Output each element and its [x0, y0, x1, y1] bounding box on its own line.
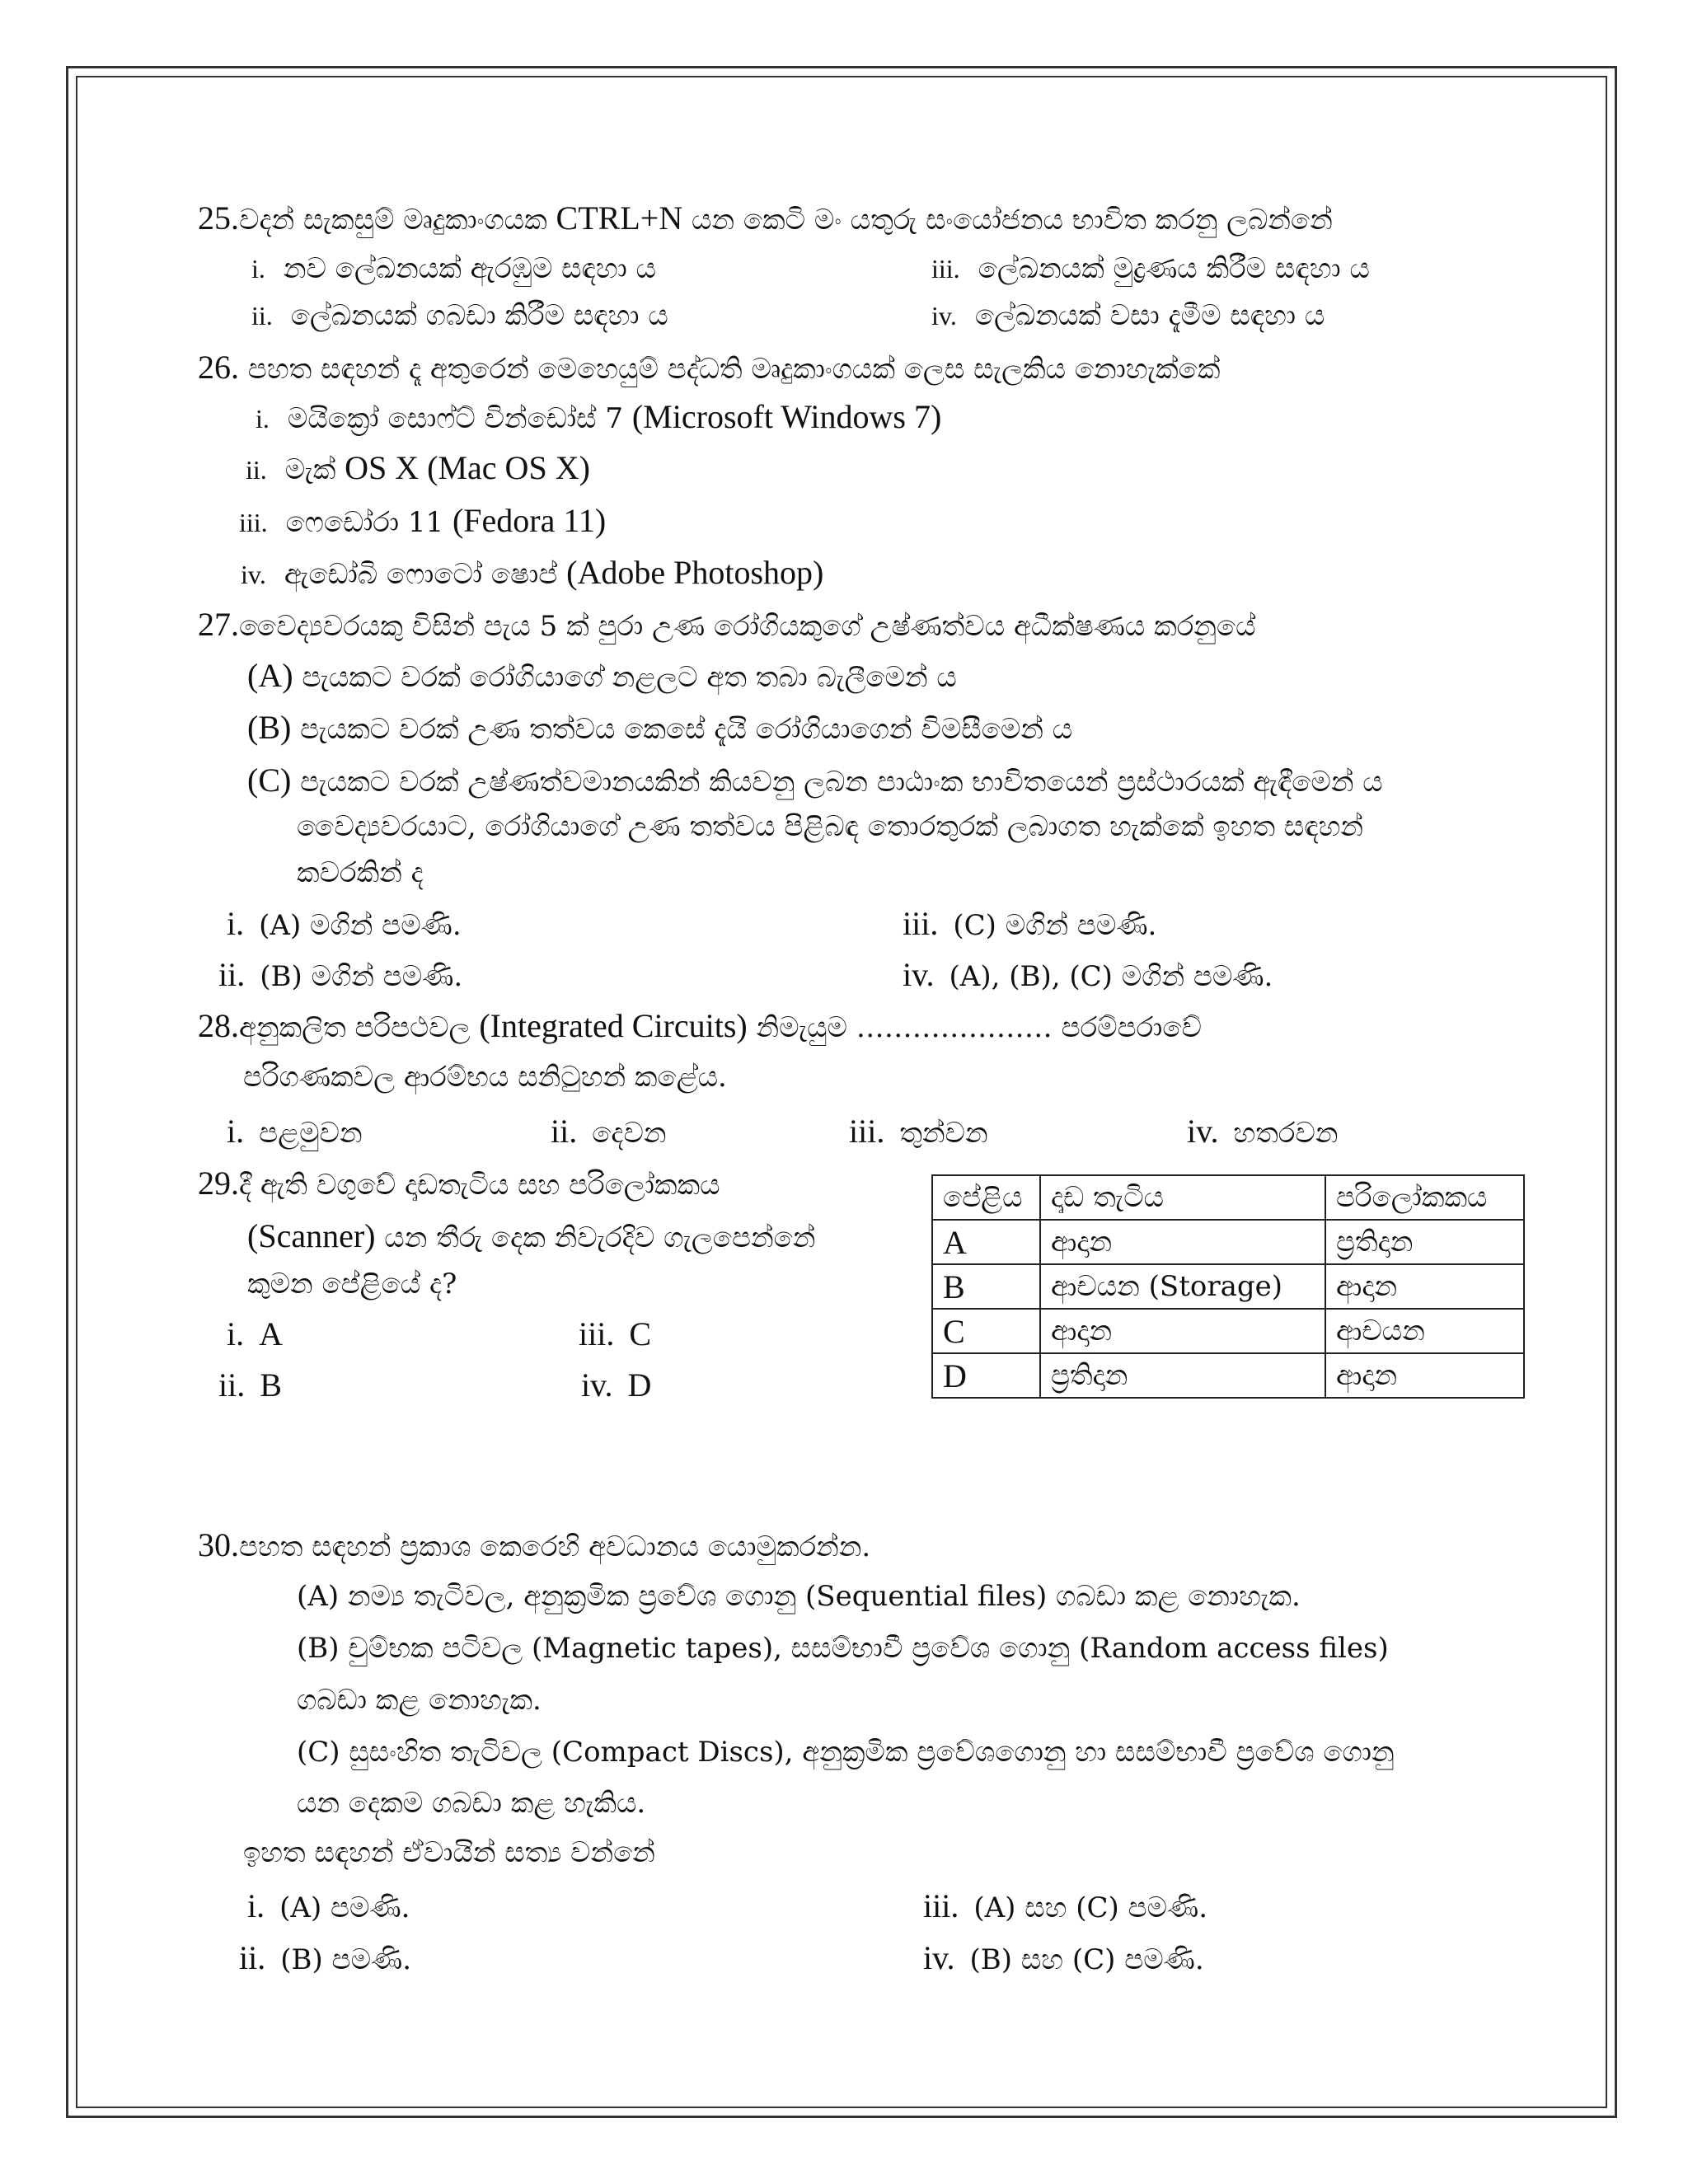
q28-stem-line2: පරිගණකවල ආරම්භය සනිටුහන් කළේය.	[243, 1061, 727, 1094]
q28-option-ii	[551, 1113, 667, 1152]
statement-text: පැයකට වරක් උණ තත්වය කෙසේ දැයි රෝගියාගෙන් විමසීමෙන් ය	[291, 713, 1073, 746]
option-text: තුන්වන	[899, 1117, 988, 1150]
table-cell: B	[932, 1264, 1040, 1309]
stem-text-en: (Integrated Circuits)	[479, 1007, 748, 1044]
option-number: iii.	[923, 1887, 959, 1924]
question-26-stem	[198, 349, 1220, 388]
q27-option-ii	[218, 956, 462, 996]
q25-option-ii	[251, 297, 668, 335]
option-number: ii.	[218, 1366, 246, 1404]
q30-statement-c-line2: යන දෙකම ගබඩා කළ හැකිය.	[297, 1787, 646, 1820]
q30-statement-c-line1: (C) සුසංහිත තැටිවල (Compact Discs), අනුක්‍රමික ප්‍රවේශගොනු හා සසම්භාවී ප්‍රවේශ ගොනු	[297, 1736, 1395, 1769]
q27-statement-a	[247, 657, 957, 696]
option-text: C	[629, 1315, 652, 1352]
option-number: i.	[251, 254, 265, 284]
q29-option-iv	[581, 1366, 651, 1406]
table-cell: C	[932, 1309, 1040, 1353]
option-number: ii.	[251, 301, 273, 330]
q28-option-iv	[1187, 1113, 1338, 1152]
stem-text: අනුකලිත පරිපථවල	[239, 1011, 480, 1044]
option-text: දෙවන	[592, 1117, 667, 1150]
table-row	[932, 1264, 1524, 1309]
option-number: iii.	[903, 905, 939, 942]
q28-option-i	[227, 1113, 363, 1152]
option-number: i.	[227, 905, 245, 942]
shortcut-keys: CTRL+N	[556, 199, 683, 237]
table-cell: ආදාන	[1325, 1264, 1524, 1309]
q30-question: ඉහත සඳහන් ඒවායින් සත්‍ය වන්නේ	[243, 1836, 655, 1869]
option-text: ලේඛනයක් වසා දැමීම සඳහා ය	[974, 299, 1325, 332]
option-number: iv.	[931, 301, 957, 330]
q26-option-i	[256, 398, 941, 438]
q29-table	[931, 1174, 1525, 1399]
option-text: මයික්‍රෝ සොෆ්ට් වින්ඩෝස් 7	[287, 402, 632, 435]
option-number: iii.	[579, 1315, 615, 1352]
q30-statement-b-line2: ගබඩා කළ නොහැක.	[297, 1684, 542, 1717]
stem-text: දී ඇති වගුවේ දෘඩතැටිය සහ පරිලෝකකය	[239, 1169, 720, 1202]
option-number: iii.	[849, 1113, 885, 1150]
option-number: iv.	[241, 560, 266, 589]
option-text: (A), (B), (C) මගින් පමණි.	[949, 960, 1273, 993]
table-cell: ආදාන	[1040, 1220, 1325, 1264]
option-text: D	[627, 1366, 652, 1404]
option-number: ii.	[239, 1939, 266, 1976]
option-text: A	[259, 1315, 284, 1352]
q25-option-i	[251, 250, 656, 288]
stem-text-en: (Scanner)	[247, 1217, 376, 1254]
q30-option-iv	[923, 1939, 1204, 1979]
option-number: i.	[227, 1113, 245, 1150]
q27-statement-b	[247, 709, 1072, 748]
table-cell: A	[932, 1220, 1040, 1264]
table-cell: ආදාන	[1040, 1309, 1325, 1353]
option-number: ii.	[551, 1113, 578, 1150]
q29-option-i	[227, 1315, 283, 1355]
q29-option-ii	[218, 1366, 282, 1406]
q29-option-iii	[579, 1315, 651, 1355]
table-cell: ආචයන	[1325, 1309, 1524, 1353]
q29-stem-line3: කුමන පේළියේ ද?	[247, 1268, 457, 1301]
stem-text: යන තීරු දෙක නිවැරදිව ගැලපෙන්නේ	[375, 1221, 816, 1254]
stem-text: වෛද්‍යවරයකු විසින් පැය 5 ක් පුරා උණ රෝගියකුගේ උෂ්ණත්වය අධීක්ෂණය කරනුයේ	[239, 610, 1256, 643]
statement-label: (A)	[247, 657, 293, 694]
statement-text: පැයකට වරක් උෂ්ණත්වමානයකින් කියවනු ලබන පාඨාංක භාවිතයෙන් ප්‍රස්ථාරයක් ඇඳීමෙන් ය	[291, 766, 1383, 799]
q27-option-i	[227, 905, 462, 944]
table-header-cell: දෘඩ තැටිය	[1040, 1175, 1325, 1220]
q25-option-iii	[931, 250, 1370, 288]
statement-label: (C)	[247, 762, 292, 799]
statement-label: (B)	[247, 709, 292, 746]
question-number: 30.	[198, 1526, 239, 1563]
option-number: i.	[256, 404, 270, 434]
q30-option-i	[247, 1887, 410, 1927]
option-text: මැක්	[284, 453, 345, 486]
q26-option-iv	[241, 554, 823, 593]
table-cell: D	[932, 1353, 1040, 1398]
statement-text: පැයකට වරක් රෝගියාගේ නළලට අත තබා බැලීමෙන් ය	[293, 661, 957, 694]
question-30-stem	[198, 1526, 870, 1566]
option-text-en: OS X (Mac OS X)	[345, 449, 590, 486]
option-number: iv.	[1187, 1113, 1219, 1150]
stem-text: පහත සඳහන් දෑ අතුරෙන් මෙහෙයුම් පද්ධති මෘදුකාංගයක් ලෙස සැලකිය නොහැක්කේ	[239, 353, 1221, 386]
option-text: (A) පමණි.	[279, 1891, 410, 1924]
q27-question-line1: වෛද්‍යවරයාට, රෝගියාගේ උණ තත්වය පිළිබඳ තොරතුරක් ලබාගත හැක්කේ ඉහත සඳහන්	[297, 810, 1364, 843]
option-text: පළමුවන	[259, 1117, 363, 1150]
question-number: 25.	[198, 199, 239, 237]
table-cell: ප්‍රතිදාන	[1040, 1353, 1325, 1398]
stem-text: යන කෙටි මං යතුරු සංයෝජනය භාවිත කරනු ලබන්නේ	[682, 204, 1333, 237]
q27-option-iii	[903, 905, 1156, 944]
table-row	[932, 1220, 1524, 1264]
table-header-row	[932, 1175, 1524, 1220]
option-number: iii.	[239, 508, 268, 537]
option-text: (B) මගින් පමණි.	[260, 960, 463, 993]
table-header-cell: පරිලෝකකය	[1325, 1175, 1524, 1220]
q28-option-iii	[849, 1113, 988, 1152]
option-text: (B) පමණි.	[280, 1943, 412, 1976]
table-cell: ආචයන (Storage)	[1040, 1264, 1325, 1309]
question-number: 26.	[198, 349, 239, 386]
q30-statement-a: (A) නම්‍ය තැටිවල, අනුක්‍රමික ප්‍රවේශ ගොනු (Sequential files) ගබඩා කළ නොහැක.	[297, 1580, 1301, 1613]
question-number: 29.	[198, 1165, 239, 1202]
stem-text: වදන් සැකසුම් මෘදුකාංගයක	[239, 204, 556, 237]
option-number: iv.	[903, 956, 935, 993]
option-number: ii.	[218, 956, 246, 993]
option-text: ලේඛනයක් ගබඩා කිරීම සඳහා ය	[290, 299, 668, 332]
option-text: (A) මගින් පමණි.	[259, 909, 462, 942]
table-row	[932, 1309, 1524, 1353]
q30-statement-b-line1: (B) චුම්භක පටිවල (Magnetic tapes), සසම්භාවී ප්‍රවේශ ගොනු (Random access files)	[297, 1632, 1389, 1665]
option-text-en: (Microsoft Windows 7)	[631, 398, 942, 435]
table-header-cell: පේළිය	[932, 1175, 1040, 1220]
option-number: i.	[227, 1315, 245, 1352]
option-text: (C) මගින් පමණි.	[953, 909, 1157, 942]
option-number: iii.	[931, 254, 960, 284]
question-29-stem	[198, 1165, 720, 1204]
option-text: ෆෙඩෝරා 11	[285, 506, 452, 539]
q30-option-iii	[923, 1887, 1207, 1927]
stem-text: පහත සඳහන් ප්‍රකාශ කෙරෙහි අවධානය යොමුකරන්න.	[239, 1530, 871, 1563]
question-number: 27.	[198, 606, 239, 643]
option-text-en: (Fedora 11)	[452, 502, 607, 539]
option-text: (A) සහ (C) පමණි.	[973, 1891, 1208, 1924]
option-number: i.	[247, 1887, 265, 1924]
question-27-stem	[198, 606, 1256, 645]
q26-option-iii	[239, 502, 606, 541]
option-number: iv.	[581, 1366, 613, 1404]
q30-option-ii	[239, 1939, 411, 1979]
q29-stem-line2	[247, 1217, 815, 1257]
option-text: ලේඛනයක් මුද්‍රණය කිරීම සඳහා ය	[978, 252, 1370, 285]
q26-option-ii	[246, 449, 590, 489]
q25-option-iv	[931, 297, 1325, 335]
option-text: නව ලේඛනයක් ඇරඹුම සඳහා ය	[283, 252, 657, 285]
option-text: B	[260, 1366, 282, 1404]
q27-question-line2: කවරකින් ද	[297, 856, 424, 889]
question-25-stem	[198, 199, 1333, 239]
q27-option-iv	[903, 956, 1273, 996]
table-cell: ආදාන	[1325, 1353, 1524, 1398]
option-text: ඇඩෝබි ෆොටෝ ෂොප්	[284, 558, 567, 591]
question-number: 28.	[198, 1007, 239, 1044]
q27-statement-c	[247, 762, 1383, 801]
option-number: iv.	[923, 1939, 955, 1976]
stem-text: නිමැයුම ………………… පරම්පරාවේ	[747, 1011, 1202, 1044]
question-28-stem	[198, 1007, 1202, 1047]
table-cell: ප්‍රතිදාන	[1325, 1220, 1524, 1264]
option-text: (B) සහ (C) පමණි.	[969, 1943, 1204, 1976]
option-text: හතරවන	[1233, 1117, 1339, 1150]
table-row	[932, 1353, 1524, 1398]
option-text-en: (Adobe Photoshop)	[566, 554, 824, 591]
option-number: ii.	[246, 455, 267, 485]
